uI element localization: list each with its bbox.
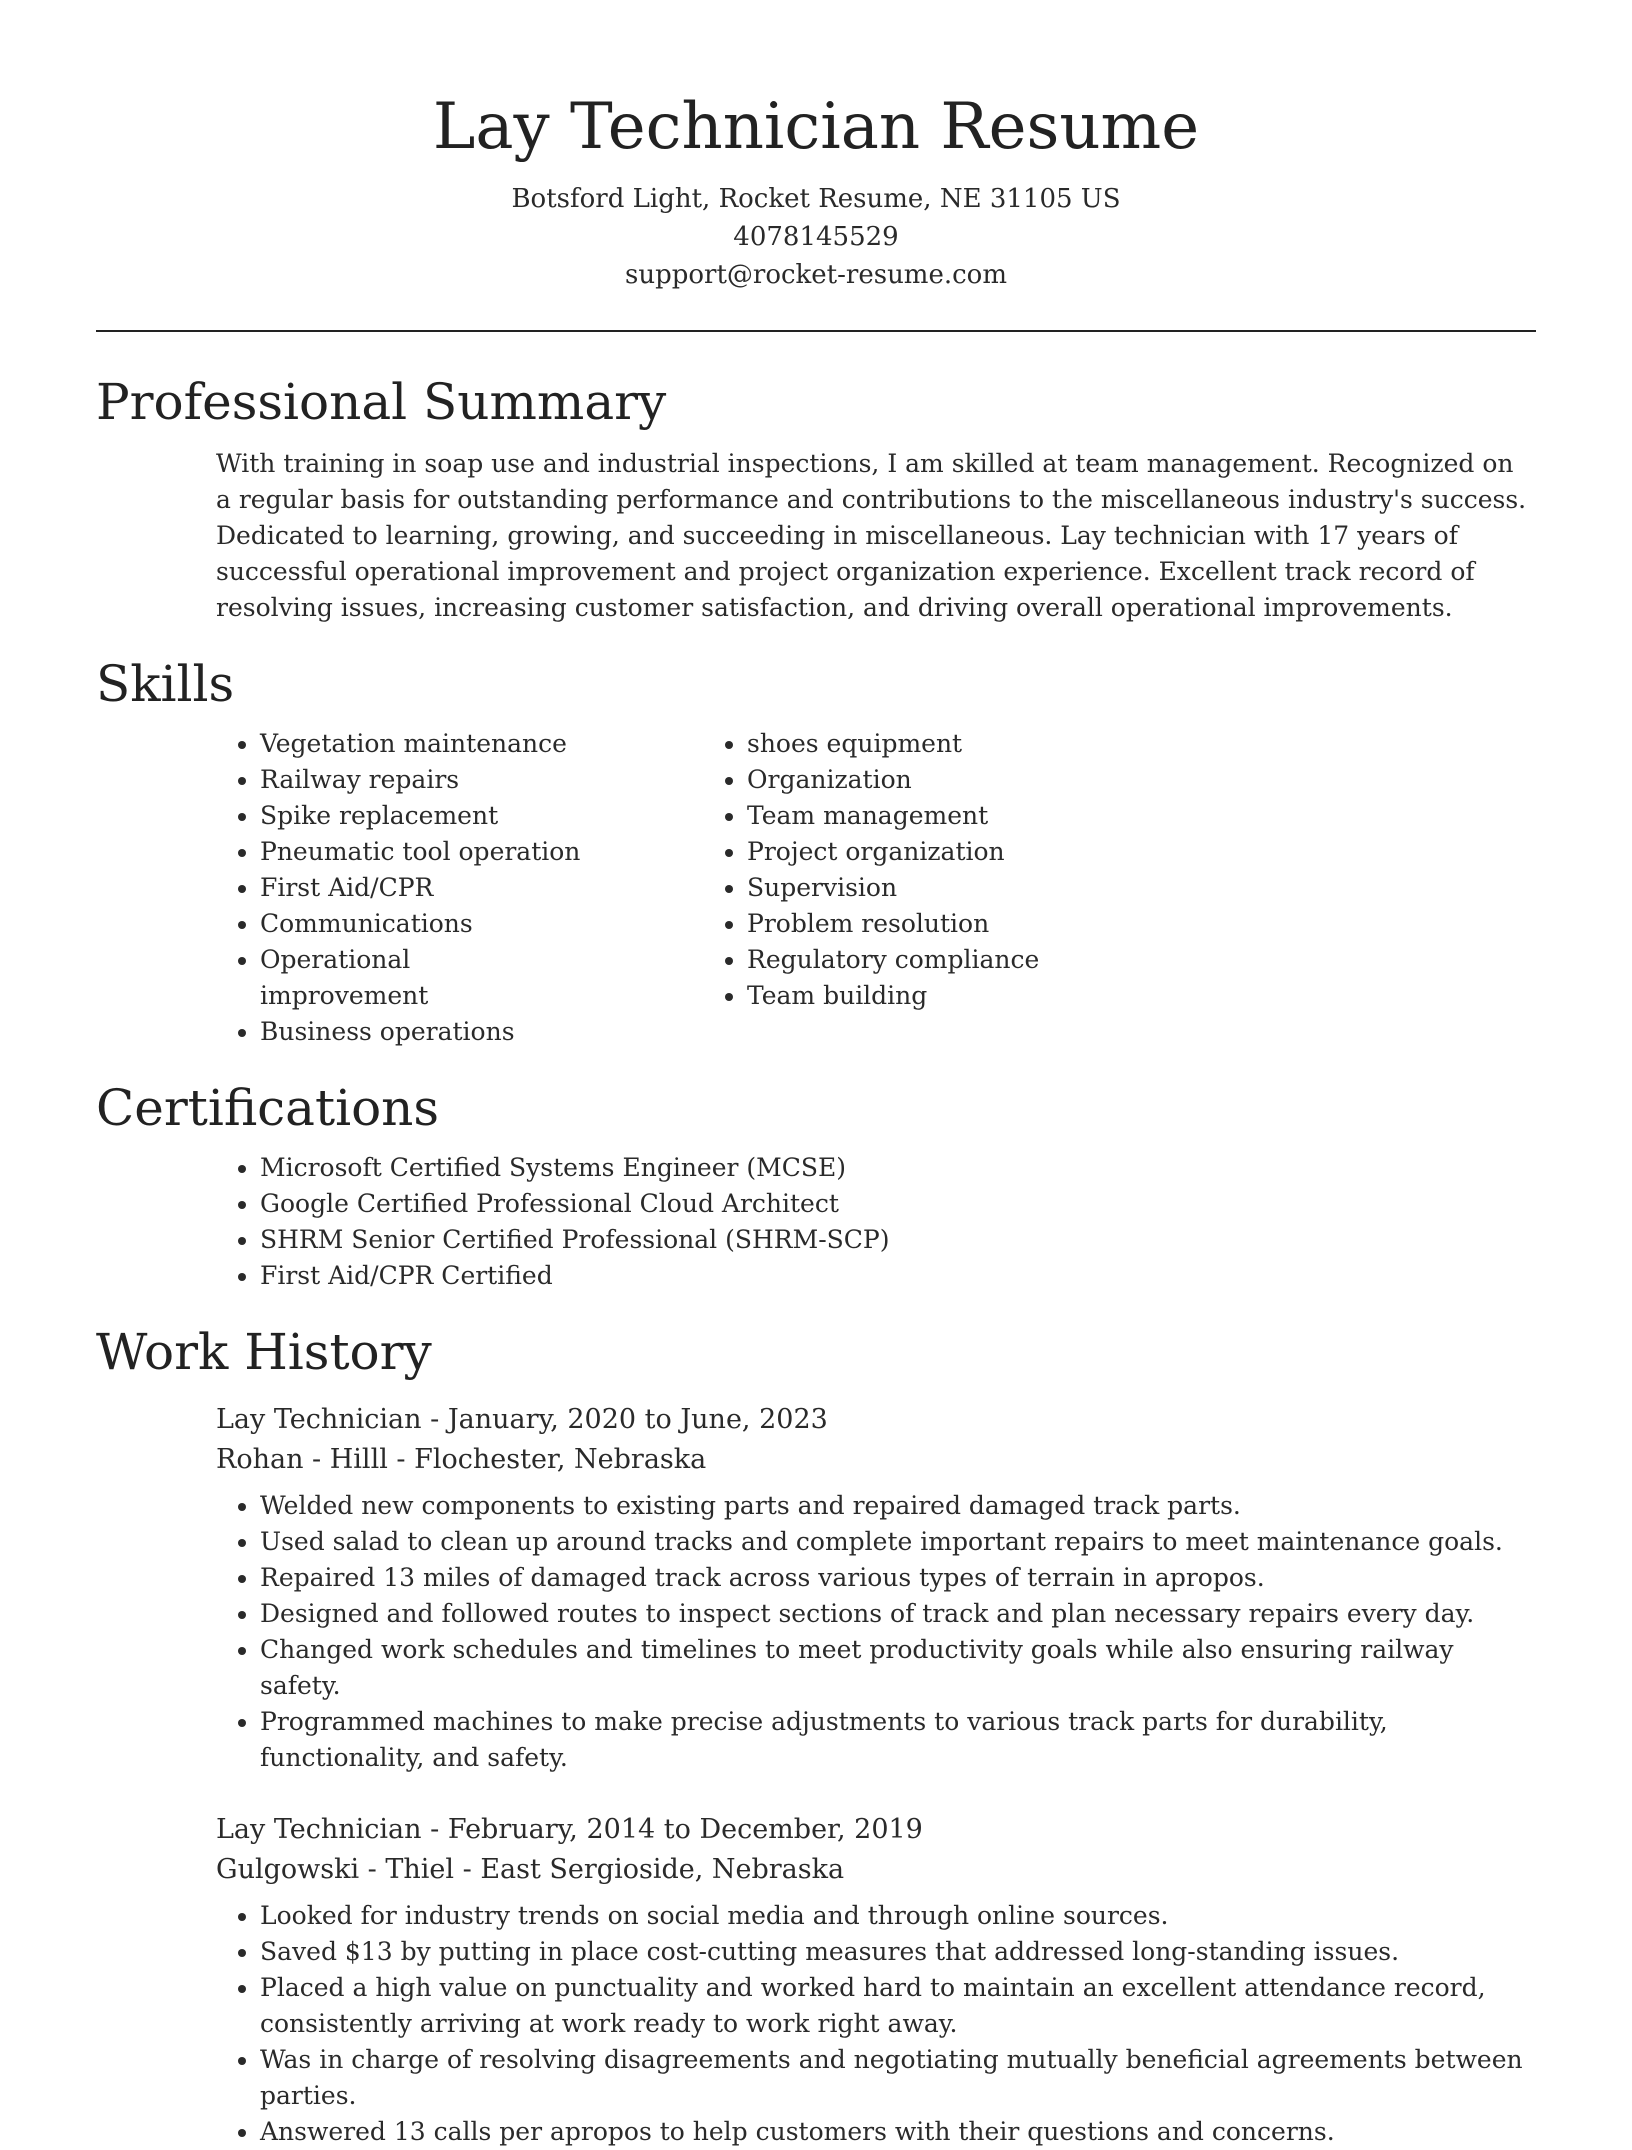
skill-item: • Railway repairs — [260, 762, 583, 798]
job-duty: • Was in charge of resolving disagreements and negotiating mutually beneficial agreements between parties. — [260, 2042, 1536, 2114]
skill-item: • Team building — [747, 978, 1283, 1014]
skills-column-left — [96, 726, 583, 1050]
job-company: Gulgowski - Thiel - East Sergioside, Nebraska — [216, 1854, 845, 1885]
certification-item: • Microsoft Certified Systems Engineer (MCSE) — [260, 1150, 1536, 1186]
certifications-list — [96, 1150, 1536, 1294]
work-history-heading: Work History — [96, 1323, 432, 1381]
job-duty: • Looked for industry trends on social media and through online sources. — [260, 1898, 1536, 1934]
summary-heading: Professional Summary — [96, 373, 667, 431]
skills-list — [96, 726, 1536, 1050]
skill-item: • Pneumatic tool operation — [260, 834, 583, 870]
skill-item: • Organization — [747, 762, 1283, 798]
summary-text: With training in soap use and industrial inspections, I am skilled at team management. Recognized on a regular basis for outstanding performance and contributions to the miscellaneous industry's success. Dedicated to learning, growing, and succeeding in miscellaneous. Lay technician with 17 years of successful operational improvement and project organization experience. Excellent track record of resolving issues, increasing customer satisfaction, and driving overall operational improvements. — [216, 449, 1527, 622]
certifications-heading: Certifications — [96, 1079, 440, 1137]
certification-item: • Google Certified Professional Cloud Architect — [260, 1186, 1536, 1222]
contact-phone: 4078145529 — [733, 222, 899, 252]
job-duty: • Used salad to clean up around tracks and complete important repairs to meet maintenance goals. — [260, 1524, 1536, 1560]
skill-item: • Team management — [747, 798, 1283, 834]
job-duty: • Answered 13 calls per apropos to help customers with their questions and concerns. — [260, 2114, 1536, 2150]
resume-page — [96, 0, 1536, 2150]
skill-item: • Business operations — [260, 1014, 583, 1050]
job-title-dates: Lay Technician - February, 2014 to December, 2019 — [216, 1814, 923, 1845]
skill-item: • Problem resolution — [747, 906, 1283, 942]
job-entry — [216, 1400, 1536, 1776]
skills-column-right — [583, 726, 1283, 1050]
skill-item: • Project organization — [747, 834, 1283, 870]
job-duty: • Welded new components to existing parts and repaired damaged track parts. — [260, 1488, 1536, 1524]
skill-item: • First Aid/CPR — [260, 870, 583, 906]
header-divider — [96, 330, 1536, 332]
job-duties-list — [216, 1898, 1536, 2150]
contact-email: support@rocket-resume.com — [624, 260, 1007, 290]
skill-item: • Operational improvement — [260, 942, 583, 1014]
certification-item: • SHRM Senior Certified Professional (SHRM-SCP) — [260, 1222, 1536, 1258]
certification-item: • First Aid/CPR Certified — [260, 1258, 1536, 1294]
skill-item: • Communications — [260, 906, 583, 942]
contact-address: Botsford Light, Rocket Resume, NE 31105 US — [511, 184, 1121, 214]
job-duties-list — [216, 1488, 1536, 1776]
resume-title: Lay Technician Resume — [432, 90, 1200, 164]
job-duty: • Changed work schedules and timelines to meet productivity goals while also ensuring railway safety. — [260, 1632, 1536, 1704]
skill-item: • Regulatory compliance — [747, 942, 1283, 978]
job-duty: • Designed and followed routes to inspect sections of track and plan necessary repairs every day. — [260, 1596, 1536, 1632]
job-company: Rohan - Hilll - Flochester, Nebraska — [216, 1444, 707, 1475]
skills-heading: Skills — [96, 655, 235, 713]
job-duty: • Saved $13 by putting in place cost-cutting measures that addressed long-standing issues. — [260, 1934, 1536, 1970]
job-entry — [216, 1810, 1536, 2150]
skill-item: • Vegetation maintenance — [260, 726, 583, 762]
skill-item: • Supervision — [747, 870, 1283, 906]
job-duty: • Repaired 13 miles of damaged track across various types of terrain in apropos. — [260, 1560, 1536, 1596]
contact-block — [96, 180, 1536, 294]
skill-item: • shoes equipment — [747, 726, 1283, 762]
job-duty: • Programmed machines to make precise adjustments to various track parts for durability, functionality, and safety. — [260, 1704, 1536, 1776]
skill-item: • Spike replacement — [260, 798, 583, 834]
job-title-dates: Lay Technician - January, 2020 to June, 2023 — [216, 1404, 828, 1435]
job-duty: • Placed a high value on punctuality and worked hard to maintain an excellent attendance record, consistently arriving at work ready to work right away. — [260, 1970, 1536, 2042]
